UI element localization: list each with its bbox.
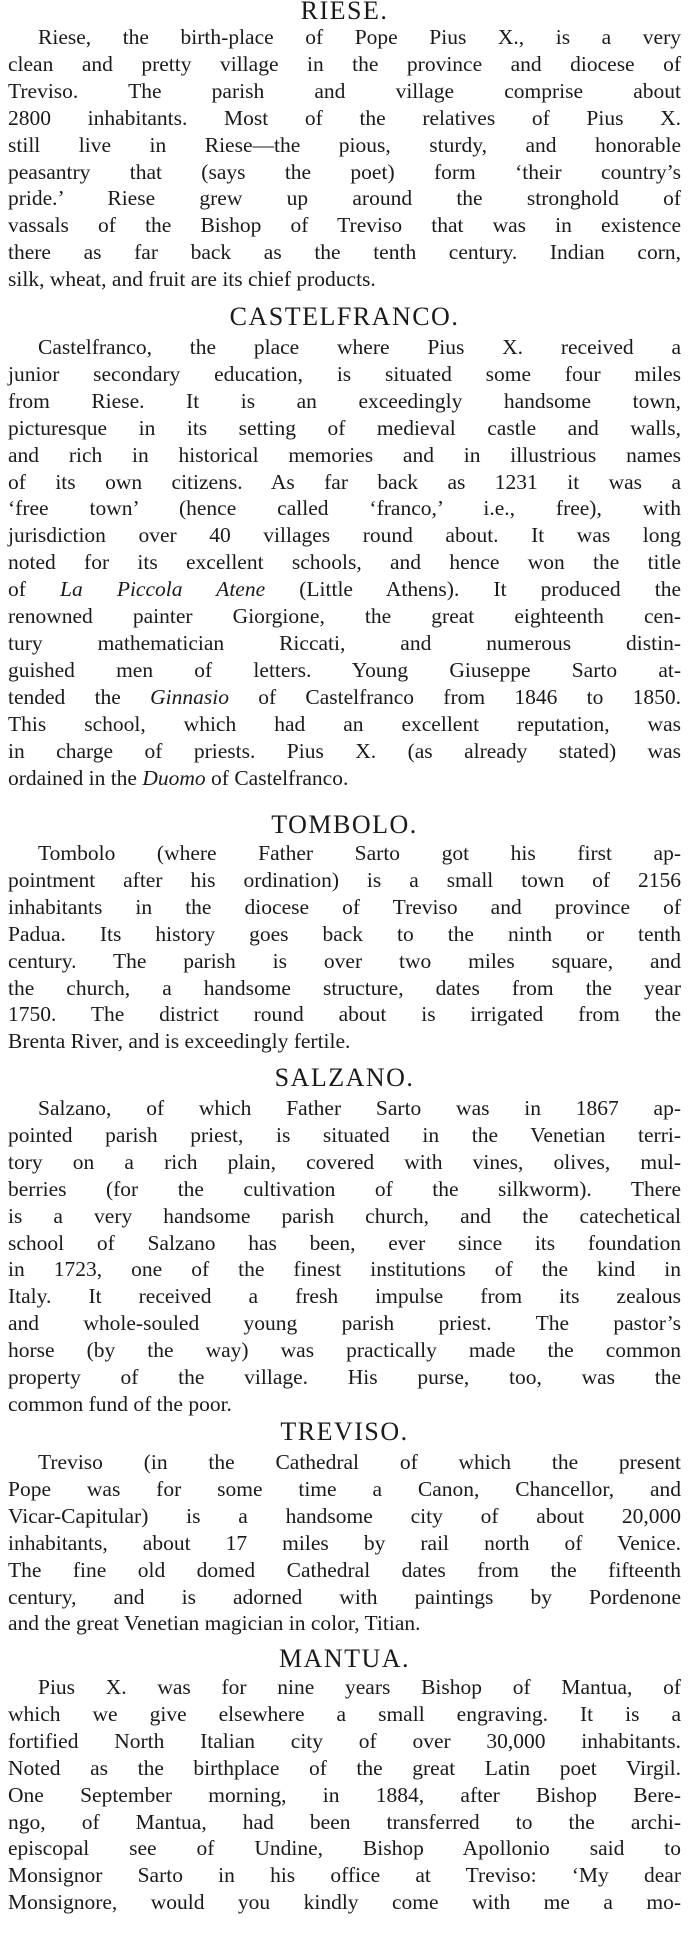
- text-line: common fund of the poor.: [8, 1391, 232, 1416]
- text-line: picturesque in its setting of medieval castle and walls,: [8, 415, 681, 440]
- text-line: junior secondary education, is situated some four miles: [8, 361, 681, 386]
- text-line: tended the Ginnasio of Castelfranco from 1846 to 1850.: [8, 684, 681, 709]
- section-heading: MANTUA.: [278, 1644, 411, 1673]
- text-line: vassals of the Bishop of Treviso that was in existence: [8, 213, 681, 238]
- text-line: noted for its excellent schools, and hence won the title: [8, 550, 681, 575]
- text-line: of La Piccola Atene (Little Athens). It produced the: [8, 577, 681, 602]
- section-salzano: [8, 1063, 681, 1418]
- text-line: silk, wheat, and fruit are its chief products.: [8, 267, 376, 292]
- text-line: fortified North Italian city of over 30,000 inhabitants.: [8, 1728, 681, 1753]
- text-line: Treviso. The parish and village comprise about: [8, 78, 681, 103]
- text-line: still live in Riese—the pious, sturdy, and honorable: [8, 132, 681, 157]
- text-line: century. The parish is over two miles square, and: [8, 948, 681, 973]
- text-line: property of the village. His purse, too, was the: [8, 1365, 681, 1390]
- section-heading: SALZANO.: [274, 1063, 415, 1092]
- text-line: pride.’ Riese grew up around the stronghold of: [8, 186, 681, 211]
- text-line: Tombolo (where Father Sarto got his first ap-: [38, 841, 681, 865]
- text-line: One September morning, in 1884, after Bishop Bere-: [8, 1782, 681, 1807]
- text-line: clean and pretty village in the province and diocese of: [8, 51, 681, 76]
- text-line: school of Salzano has been, ever since its foundation: [8, 1230, 681, 1255]
- text-line: Noted as the birthplace of the great Latin poet Virgil.: [8, 1755, 681, 1780]
- text-line: Monsignore, would you kindly come with me a mo-: [8, 1890, 681, 1915]
- section-heading: CASTELFRANCO.: [229, 302, 460, 331]
- text-line: ordained in the Duomo of Castelfranco.: [8, 765, 349, 790]
- text-line: inhabitants in the diocese of Treviso and province of: [8, 894, 681, 919]
- section-body: [8, 1095, 681, 1418]
- text-line: inhabitants, about 17 miles by rail north of Venice.: [8, 1530, 681, 1555]
- text-line: The fine old domed Cathedral dates from the fifteenth: [8, 1557, 681, 1582]
- text-line: in charge of priests. Pius X. (as already stated) was: [8, 738, 681, 763]
- text-line: Brenta River, and is exceedingly fertile.: [8, 1029, 351, 1054]
- text-line: guished men of letters. Young Giuseppe Sarto at-: [8, 657, 681, 682]
- text-line: Pope was for some time a Canon, Chancellor, and: [8, 1476, 681, 1501]
- text-line: ‘free town’ (hence called ‘franco,’ i.e., free), with: [8, 496, 681, 521]
- text-line: century, and is adorned with paintings by Pordenone: [8, 1584, 681, 1609]
- text-line: pointed parish priest, is situated in the Venetian terri-: [8, 1122, 681, 1147]
- text-line: pointment after his ordination) is a small town of 2156: [8, 867, 681, 892]
- section-body: [8, 1674, 681, 1916]
- text-line: 1750. The district round about is irrigated from the: [8, 1002, 681, 1027]
- section-heading: RIESE.: [300, 0, 389, 25]
- text-line: berries (for the cultivation of the silkworm). There: [8, 1176, 681, 1201]
- text-line: Monsignor Sarto in his office at Treviso: ‘My dear: [8, 1863, 681, 1888]
- text-line: tory on a rich plain, covered with vines, olives, mul-: [8, 1149, 681, 1174]
- italic-title: La Piccola Atene: [60, 577, 266, 602]
- italic-title: Duomo: [142, 765, 206, 790]
- text-line: renowned painter Giorgione, the great eighteenth cen-: [8, 604, 681, 629]
- section-riese: [8, 0, 681, 293]
- section-castelfranco: [8, 302, 681, 791]
- text-line: the church, a handsome structure, dates from the year: [8, 975, 681, 1000]
- section-tombolo: [8, 810, 681, 1055]
- text-line: Salzano, of which Father Sarto was in 1867 ap-: [38, 1096, 681, 1120]
- text-line: in 1723, one of the finest institutions of the kind in: [8, 1257, 681, 1282]
- text-line: there as far back as the tenth century. Indian corn,: [8, 240, 681, 265]
- text-line: Castelfranco, the place where Pius X. received a: [38, 335, 681, 359]
- section-heading: TREVISO.: [280, 1417, 409, 1446]
- text-line: peasantry that (says the poet) form ‘their country’s: [8, 159, 681, 184]
- text-line: which we give elsewhere a small engraving. It is a: [8, 1701, 681, 1726]
- text-line: Treviso (in the Cathedral of which the present: [38, 1450, 681, 1474]
- text-line: Riese, the birth-place of Pope Pius X., is a very: [38, 25, 681, 49]
- text-line: and rich in historical memories and in illustrious names: [8, 442, 681, 467]
- text-line: Pius X. was for nine years Bishop of Mantua, of: [38, 1675, 681, 1699]
- section-heading: TOMBOLO.: [271, 810, 418, 839]
- italic-title: Ginnasio: [150, 684, 229, 709]
- text-line: from Riese. It is an exceedingly handsome town,: [8, 388, 681, 413]
- text-line: episcopal see of Undine, Bishop Apollonio said to: [8, 1836, 681, 1861]
- section-body: [8, 24, 681, 293]
- section-treviso: [8, 1417, 681, 1637]
- section-mantua: [8, 1644, 681, 1916]
- text-line: Padua. Its history goes back to the ninth or tenth: [8, 921, 681, 946]
- text-line: and the great Venetian magician in color, Titian.: [8, 1611, 421, 1636]
- section-body: [8, 840, 681, 1055]
- section-body: [8, 1449, 681, 1637]
- text-line: tury mathematician Riccati, and numerous distin-: [8, 630, 681, 655]
- text-line: of its own citizens. As far back as 1231 it was a: [8, 469, 681, 494]
- text-line: 2800 inhabitants. Most of the relatives of Pius X.: [8, 105, 681, 130]
- text-line: and whole-souled young parish priest. The pastor’s: [8, 1311, 681, 1336]
- text-line: jurisdiction over 40 villages round about. It was long: [8, 523, 681, 548]
- text-line: Vicar-Capitular) is a handsome city of about 20,000: [8, 1503, 681, 1528]
- section-body: [8, 334, 681, 791]
- text-line: This school, which had an excellent reputation, was: [8, 711, 681, 736]
- text-line: horse (by the way) was practically made the common: [8, 1338, 681, 1363]
- text-line: Italy. It received a fresh impulse from its zealous: [8, 1284, 681, 1309]
- text-line: is a very handsome parish church, and the catechetical: [8, 1203, 681, 1228]
- text-line: ngo, of Mantua, had been transferred to the archi-: [8, 1809, 681, 1834]
